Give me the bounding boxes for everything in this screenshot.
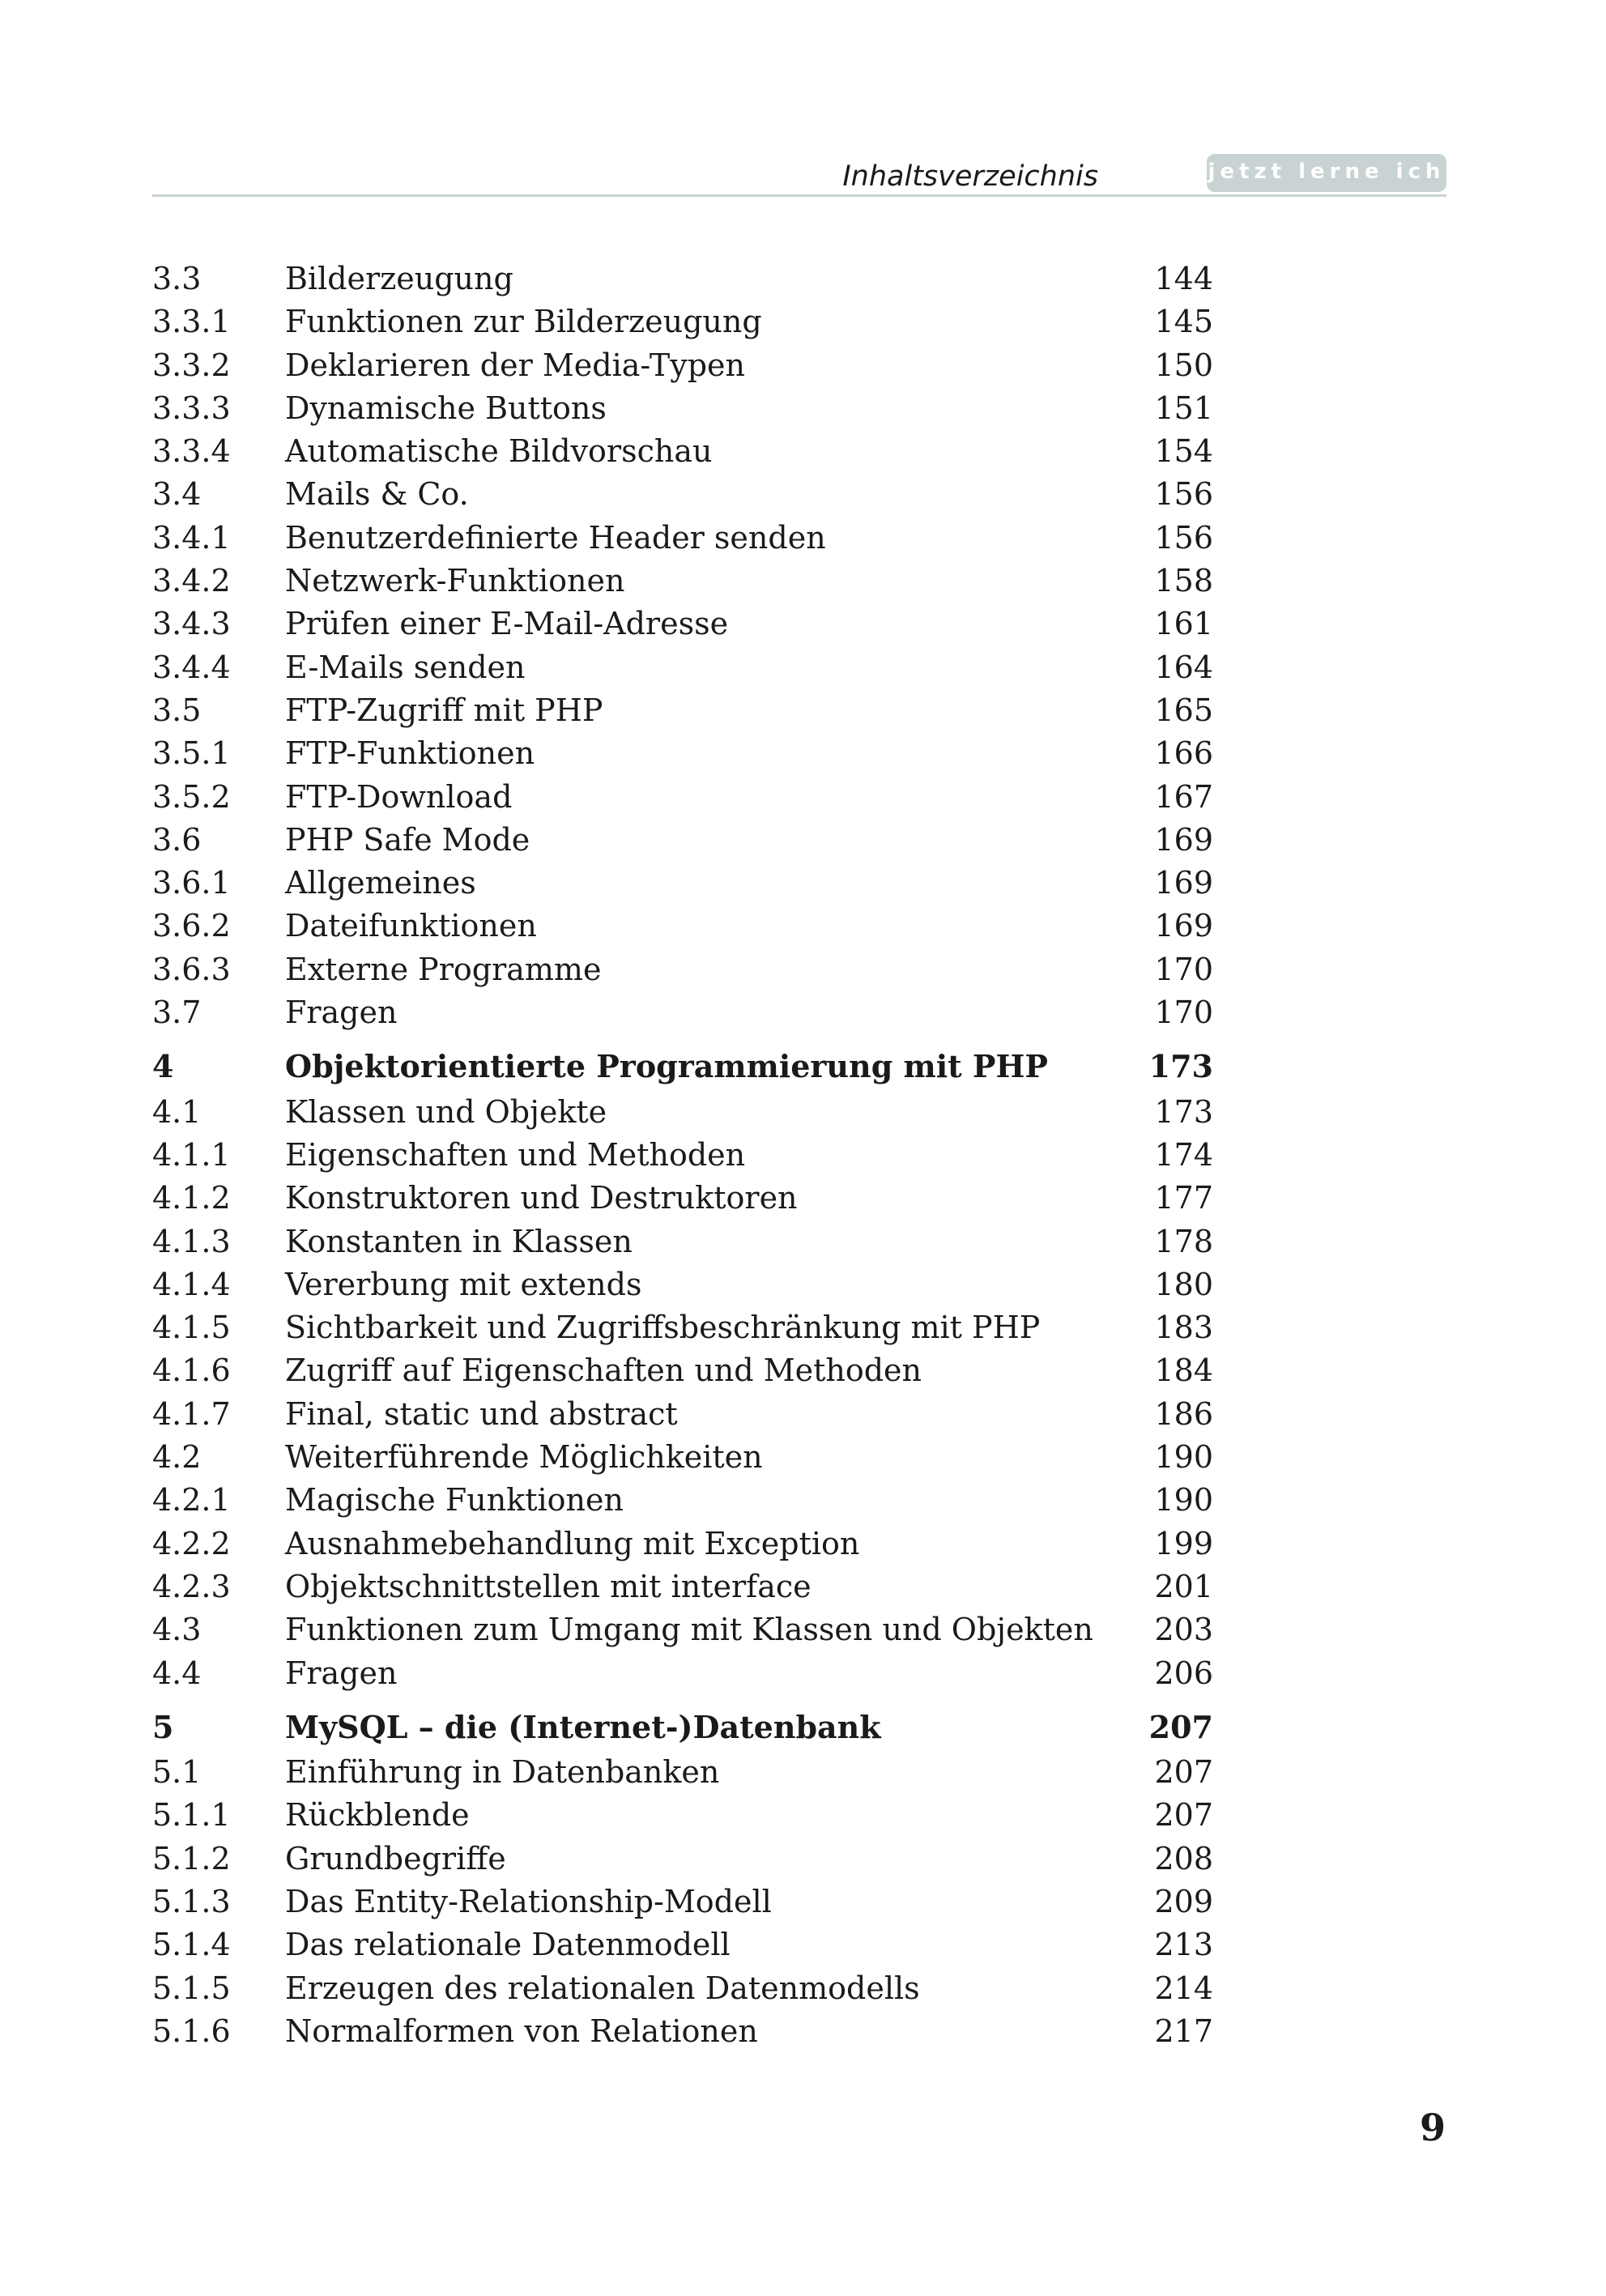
toc-entry-title: Netzwerk-Funktionen: [285, 563, 625, 599]
toc-entry: [152, 991, 1213, 1034]
toc-entry: [152, 862, 1213, 905]
toc-entry-page: 164: [1154, 649, 1213, 685]
toc-entry: [152, 1794, 1213, 1837]
toc-entry-title: Fragen: [285, 995, 398, 1031]
toc-entry-page: 167: [1154, 778, 1213, 815]
toc-entry-number: 3.3.1: [152, 304, 231, 340]
toc-entry: [152, 1091, 1213, 1134]
toc-entry-page: 166: [1154, 735, 1213, 772]
toc-entry-number: 4.1: [152, 1093, 202, 1130]
toc-entry-number: 3.3.3: [152, 390, 231, 426]
toc-entry-page: 169: [1154, 908, 1213, 944]
toc-entry-title: Erzeugen des relationalen Datenmodells: [285, 1970, 920, 2006]
toc-entry-number: 4.1.1: [152, 1136, 231, 1173]
toc-entry: [152, 2010, 1213, 2053]
toc-entry-page: 156: [1154, 476, 1213, 513]
toc-entry-page: 173: [1148, 1048, 1213, 1085]
toc-entry: [152, 732, 1213, 775]
toc-entry-page: 186: [1154, 1395, 1213, 1432]
toc-entry-title: Benutzerdefinierte Header senden: [285, 519, 826, 556]
toc-entry-number: 4.1.5: [152, 1310, 231, 1346]
toc-entry-title: FTP-Zugriff mit PHP: [285, 692, 603, 728]
toc-entry-number: 4.1.2: [152, 1180, 231, 1216]
toc-entry-title: Das Entity-Relationship-Modell: [285, 1883, 772, 1919]
toc-entry: [152, 948, 1213, 991]
toc-entry-page: 170: [1154, 951, 1213, 987]
toc-entry-number: 5.1.3: [152, 1883, 231, 1919]
toc-entry-number: 4.2.2: [152, 1525, 231, 1561]
toc-entry-title: Allgemeines: [285, 865, 476, 901]
toc-entry-number: 3.6.1: [152, 865, 231, 901]
toc-entry: [152, 1134, 1213, 1177]
toc-entry-title: Funktionen zur Bilderzeugung: [285, 304, 762, 340]
toc-entry-number: 5.1: [152, 1754, 202, 1791]
toc-entry-page: 208: [1154, 1840, 1213, 1876]
toc-entry: [152, 560, 1213, 603]
toc-entry: [152, 1479, 1213, 1522]
toc-chapter-entry: [152, 1706, 1213, 1749]
toc-entry: [152, 387, 1213, 430]
toc-entry-title: Einführung in Datenbanken: [285, 1754, 720, 1791]
toc-entry-title: Dynamische Buttons: [285, 390, 607, 426]
toc-entry-page: 154: [1154, 433, 1213, 470]
toc-entry-page: 207: [1148, 1708, 1213, 1745]
toc-entry-page: 169: [1154, 821, 1213, 858]
toc-entry-page: 173: [1154, 1093, 1213, 1130]
toc-entry-number: 3.5.2: [152, 778, 231, 815]
toc-entry-page: 180: [1154, 1266, 1213, 1302]
toc-entry: [152, 689, 1213, 732]
toc-entry: [152, 776, 1213, 819]
toc-entry-number: 4.1.3: [152, 1223, 231, 1259]
toc-entry-page: 213: [1154, 1927, 1213, 1963]
toc-entry: [152, 1838, 1213, 1881]
toc-entry-number: 3.6.3: [152, 951, 231, 987]
toc-entry-number: 4.2: [152, 1439, 202, 1476]
toc-entry-page: 183: [1154, 1310, 1213, 1346]
toc-entry-title: Automatische Bildvorschau: [285, 433, 713, 470]
toc-entry-page: 145: [1154, 304, 1213, 340]
toc-entry: [152, 1177, 1213, 1220]
toc-entry-title: FTP-Funktionen: [285, 735, 535, 772]
toc-entry-number: 4: [152, 1048, 174, 1085]
toc-entry: [152, 603, 1213, 645]
toc-entry-title: E-Mails senden: [285, 649, 526, 685]
toc-entry-page: 144: [1154, 261, 1213, 296]
toc-entry-page: 161: [1154, 606, 1213, 642]
toc-entry-title: Konstruktoren und Destruktoren: [285, 1180, 798, 1216]
toc-entry-page: 217: [1154, 2013, 1213, 2049]
toc-entry: [152, 473, 1213, 516]
toc-entry-number: 3.5.1: [152, 735, 231, 772]
toc-entry-page: 203: [1154, 1612, 1213, 1648]
toc-entry: [152, 344, 1213, 387]
toc-entry-title: Rückblende: [285, 1797, 470, 1834]
toc-entry-title: Prüfen einer E-Mail-Adresse: [285, 606, 729, 642]
toc-entry-page: 209: [1154, 1883, 1213, 1919]
toc-entry-page: 207: [1154, 1754, 1213, 1791]
toc-entry-title: Vererbung mit extends: [285, 1266, 642, 1302]
toc-entry-title: Normalformen von Relationen: [285, 2013, 758, 2049]
toc-entry-title: Sichtbarkeit und Zugriffsbeschränkung mit PHP: [285, 1310, 1041, 1346]
toc-entry-number: 4.2.3: [152, 1568, 231, 1604]
toc-entry: [152, 905, 1213, 948]
toc-entry-page: 177: [1154, 1180, 1213, 1216]
running-header: [152, 154, 1446, 202]
toc-entry-page: 150: [1154, 347, 1213, 383]
running-header-title: Inhaltsverzeichnis: [842, 160, 1098, 193]
toc-entry: [152, 1220, 1213, 1263]
toc-entry: [152, 1565, 1213, 1608]
toc-entry-title: Bilderzeugung: [285, 261, 513, 296]
toc-entry: [152, 819, 1213, 862]
toc-entry-page: 214: [1154, 1970, 1213, 2006]
toc-entry-title: Final, static und abstract: [285, 1395, 678, 1432]
toc-entry-title: Fragen: [285, 1655, 398, 1691]
toc-entry-page: 201: [1154, 1568, 1213, 1604]
toc-entry-number: 3.4.3: [152, 606, 231, 642]
toc-entry-page: 158: [1154, 563, 1213, 599]
toc-entry-page: 184: [1154, 1352, 1213, 1389]
toc-entry-number: 5.1.4: [152, 1927, 231, 1963]
toc-entry-number: 4.1.4: [152, 1266, 231, 1302]
toc-entry-page: 178: [1154, 1223, 1213, 1259]
toc-entry: [152, 646, 1213, 689]
toc-entry-page: 174: [1154, 1136, 1213, 1173]
toc-entry: [152, 1393, 1213, 1436]
toc-entry-title: Weiterführende Möglichkeiten: [285, 1439, 763, 1476]
toc-entry-page: 190: [1154, 1482, 1213, 1519]
toc-entry-number: 3.6.2: [152, 908, 231, 944]
toc-entry: [152, 1349, 1213, 1392]
toc-entry-number: 3.6: [152, 821, 202, 858]
toc-entry-number: 3.5: [152, 692, 202, 728]
toc-entry-page: 151: [1154, 390, 1213, 426]
toc-entry-page: 207: [1154, 1797, 1213, 1834]
toc-entry-number: 4.1.7: [152, 1395, 231, 1432]
toc-entry-title: Objektschnittstellen mit interface: [285, 1568, 812, 1604]
toc-entry-title: Deklarieren der Media-Typen: [285, 347, 745, 383]
toc-entry: [152, 1881, 1213, 1923]
series-tag: jetzt lerne ich: [1207, 154, 1446, 192]
toc-entry-title: Klassen und Objekte: [285, 1093, 607, 1130]
toc-entry-page: 190: [1154, 1439, 1213, 1476]
toc-entry: [152, 1923, 1213, 1966]
toc-entry-title: Das relationale Datenmodell: [285, 1927, 731, 1963]
toc-entry: [152, 1967, 1213, 2010]
toc-entry-page: 165: [1154, 692, 1213, 728]
toc-entry: [152, 430, 1213, 473]
toc-entry: [152, 1523, 1213, 1565]
toc-entry-number: 5.1.2: [152, 1840, 231, 1876]
toc-entry-number: 3.4.2: [152, 563, 231, 599]
toc-entry: [152, 1751, 1213, 1794]
toc-entry-number: 3.7: [152, 995, 202, 1031]
toc-entry-number: 3.4: [152, 476, 202, 513]
toc-entry-number: 3.3.4: [152, 433, 231, 470]
toc-entry: [152, 1652, 1213, 1695]
toc-entry-number: 3.3: [152, 261, 202, 296]
toc-entry-number: 4.4: [152, 1655, 202, 1691]
toc-entry-title: Eigenschaften und Methoden: [285, 1136, 746, 1173]
toc-entry-number: 4.1.6: [152, 1352, 231, 1389]
toc-entry: [152, 1263, 1213, 1306]
toc-entry-title: PHP Safe Mode: [285, 821, 530, 858]
toc-entry-number: 5.1.5: [152, 1970, 231, 2006]
toc-entry-title: Grundbegriffe: [285, 1840, 506, 1876]
toc-entry-title: Dateifunktionen: [285, 908, 537, 944]
toc-entry-title: Externe Programme: [285, 951, 602, 987]
toc-entry-number: 5.1.1: [152, 1797, 231, 1834]
toc-entry-title: Ausnahmebehandlung mit Exception: [285, 1525, 860, 1561]
toc-entry: [152, 1306, 1213, 1349]
toc-entry: [152, 1608, 1213, 1651]
header-rule: [152, 194, 1446, 197]
toc-entry-title: FTP-Download: [285, 778, 513, 815]
toc-entry: [152, 517, 1213, 560]
toc-entry-title: Magische Funktionen: [285, 1482, 624, 1519]
toc-entry-number: 3.4.1: [152, 519, 231, 556]
toc-entry-number: 5: [152, 1708, 174, 1745]
toc-entry-title: Zugriff auf Eigenschaften und Methoden: [285, 1352, 922, 1389]
toc-entry-page: 169: [1154, 865, 1213, 901]
toc-entry-number: 4.2.1: [152, 1482, 231, 1519]
toc-entry-page: 156: [1154, 519, 1213, 556]
page-number: 9: [1419, 2106, 1446, 2149]
toc-entry-number: 3.3.2: [152, 347, 231, 383]
toc-chapter-entry: [152, 1045, 1213, 1088]
toc-entry: [152, 1436, 1213, 1479]
toc-entry-title: Mails & Co.: [285, 476, 469, 513]
toc-entry-page: 206: [1154, 1655, 1213, 1691]
toc-entry-number: 3.4.4: [152, 649, 231, 685]
toc-entry-title: MySQL – die (Internet-)Datenbank: [285, 1708, 881, 1745]
toc-entry-title: Objektorientierte Programmierung mit PHP: [285, 1048, 1048, 1085]
toc-entry-title: Funktionen zum Umgang mit Klassen und Objekten: [285, 1612, 1093, 1648]
toc-entry-page: 170: [1154, 995, 1213, 1031]
toc-entry-number: 5.1.6: [152, 2013, 231, 2049]
toc-entry: [152, 258, 1213, 300]
toc-entry: [152, 300, 1213, 343]
toc-entry-number: 4.3: [152, 1612, 202, 1648]
toc-entry-title: Konstanten in Klassen: [285, 1223, 633, 1259]
toc-entry-page: 199: [1154, 1525, 1213, 1561]
table-of-contents: [152, 258, 1213, 2053]
